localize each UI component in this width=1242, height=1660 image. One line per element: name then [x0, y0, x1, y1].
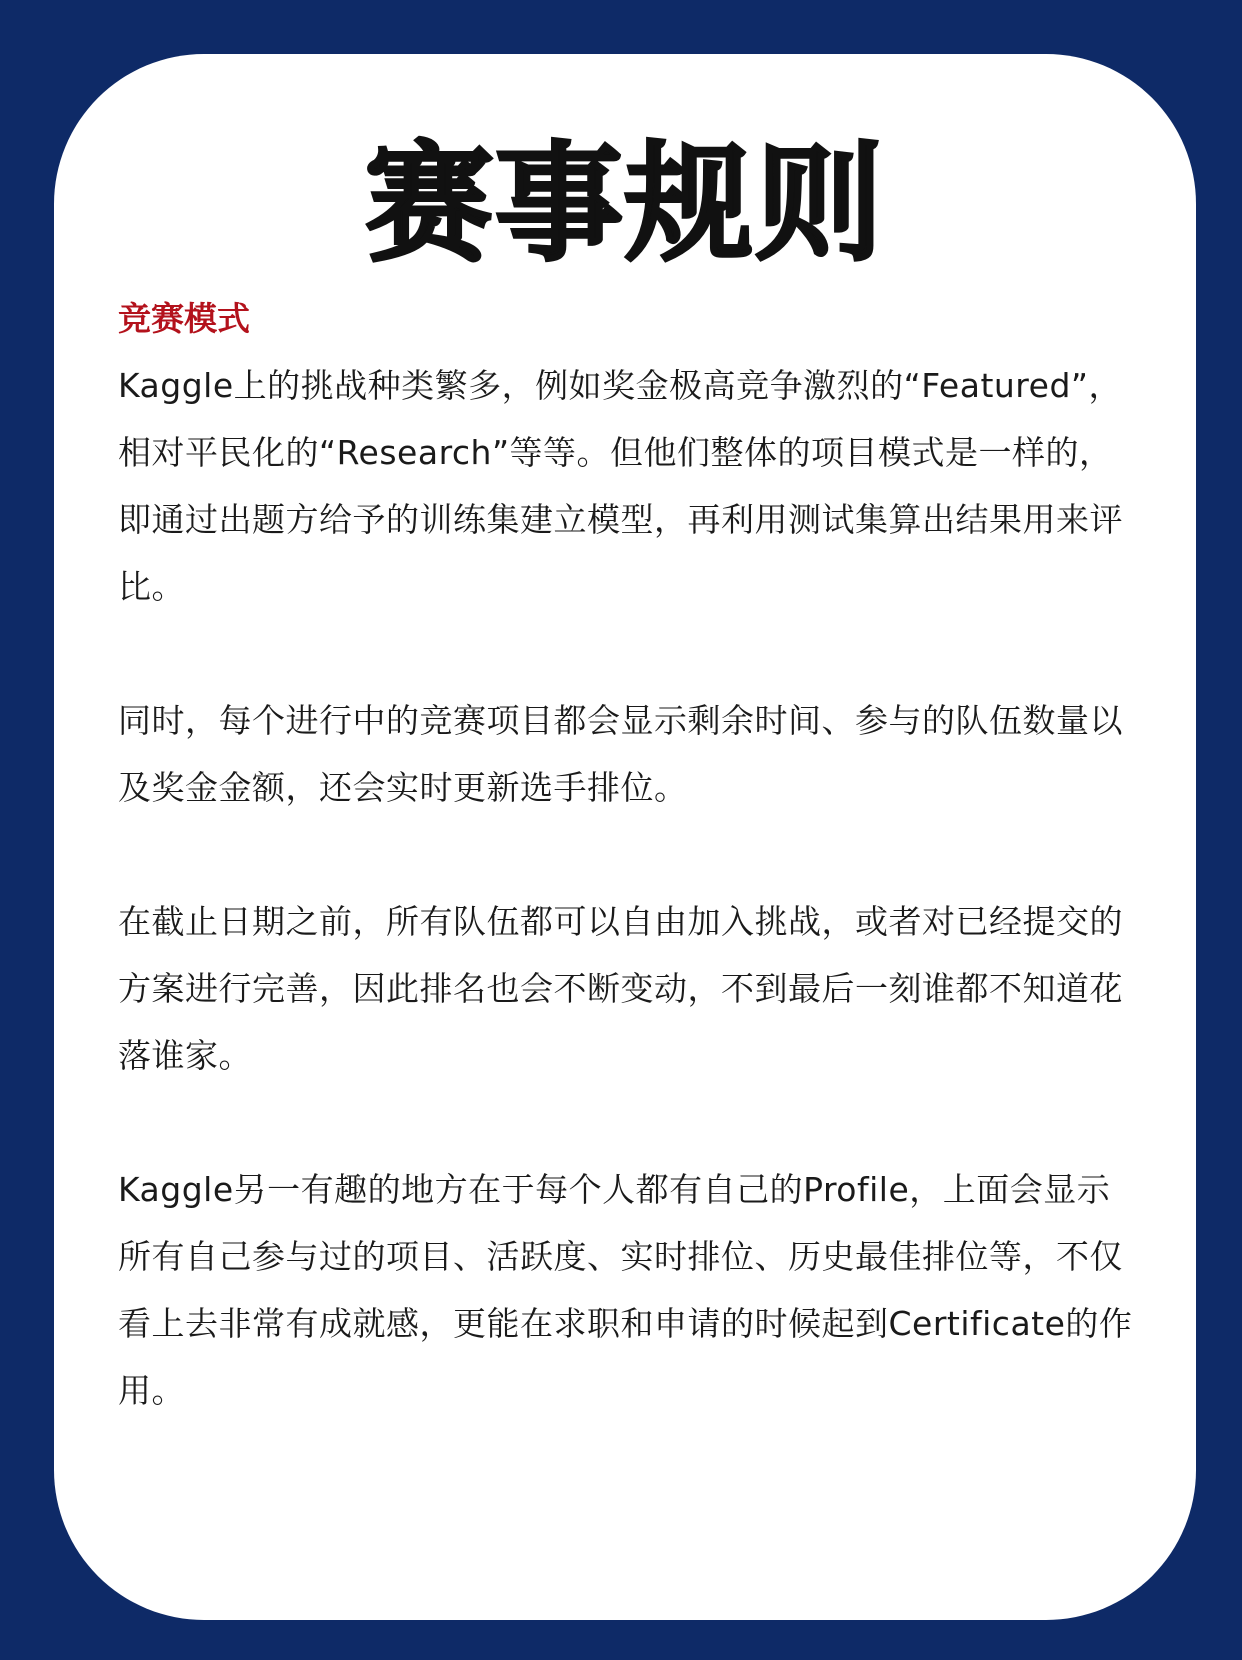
paragraph-profile: Kaggle另一有趣的地方在于每个人都有自己的Profile，上面会显示所有自己参与过的项目、活跃度、实时排位、历史最佳排位等，不仅看上去非常有成就感，更能在求职和申请的时候起到Certificate的作用。 [118, 1170, 1133, 1410]
article-body [118, 286, 1138, 1424]
paragraph-deadline: 在截止日期之前，所有队伍都可以自由加入挑战，或者对已经提交的方案进行完善，因此排名也会不断变动，不到最后一刻谁都不知道花落谁家。 [118, 902, 1123, 1075]
paragraph-competition-status: 同时，每个进行中的竞赛项目都会显示剩余时间、参与的队伍数量以及奖金金额，还会实时更新选手排位。 [118, 701, 1123, 807]
paragraph-competition-mode: Kaggle上的挑战种类繁多，例如奖金极高竞争激烈的“Featured”，相对平民化的“Research”等等。但他们整体的项目模式是一样的，即通过出题方给予的训练集建立模型，再利用测试集算出结果用来评比。 [118, 366, 1123, 606]
content-card [54, 54, 1196, 1620]
page-title: 赛事规则 [364, 130, 885, 279]
section-heading: 竞赛模式 [118, 299, 250, 338]
